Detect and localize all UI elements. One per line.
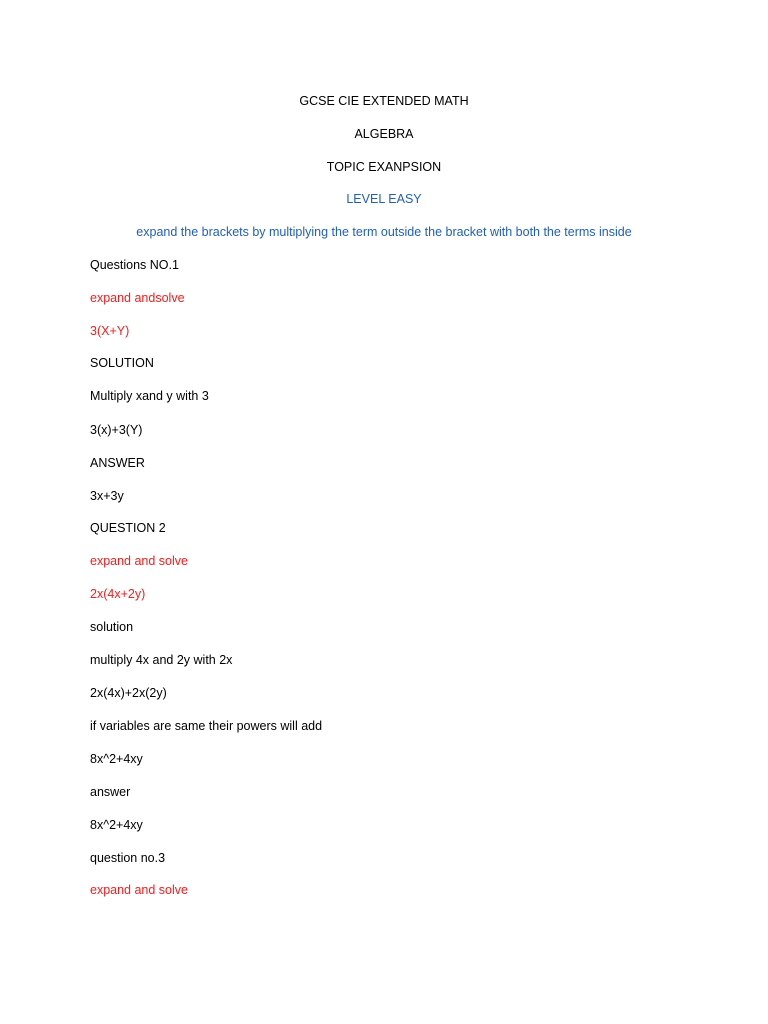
question-3-heading: question no.3 [90,851,166,865]
instruction-text: expand the brackets by multiplying the term outside the bracket with both the terms inside [136,225,632,239]
question-1-heading: Questions NO.1 [90,258,179,272]
question-2-result: 8x^2+4xy [90,752,143,766]
question-2-note: if variables are same their powers will add [90,719,323,733]
question-1-solution-label: SOLUTION [90,356,154,370]
question-1-working: 3(x)+3(Y) [90,423,143,437]
question-2-working: 2x(4x)+2x(2y) [90,686,167,700]
question-1-solution-step: Multiply xand y with 3 [90,389,209,403]
level-label: LEVEL EASY [346,192,422,206]
question-2-answer-label: answer [90,785,131,799]
question-2-answer: 8x^2+4xy [90,818,143,832]
question-1-expression: 3(X+Y) [90,324,130,338]
question-2-solution-label: solution [90,620,134,634]
course-title: GCSE CIE EXTENDED MATH [299,94,469,108]
question-1-answer-label: ANSWER [90,456,145,470]
subject-title: ALGEBRA [354,127,414,141]
topic-title: TOPIC EXANPSION [326,160,442,174]
question-2-solution-step: multiply 4x and 2y with 2x [90,653,233,667]
question-2-heading: QUESTION 2 [90,521,166,535]
question-3-prompt: expand and solve [90,883,188,897]
question-1-prompt: expand andsolve [90,291,185,305]
question-2-expression: 2x(4x+2y) [90,587,146,601]
question-1-answer: 3x+3y [90,489,124,503]
question-2-prompt: expand and solve [90,554,188,568]
